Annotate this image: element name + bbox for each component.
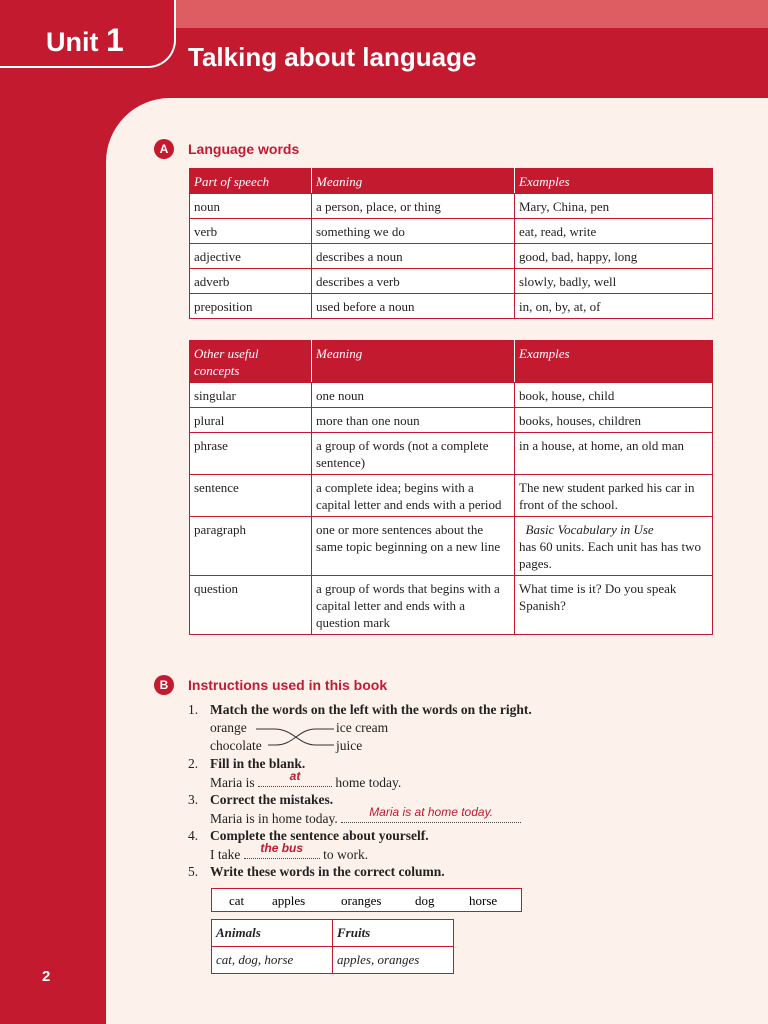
word: apples <box>272 893 306 908</box>
word: horse <box>469 893 498 908</box>
table-cell: sentence <box>190 475 312 517</box>
table-row <box>190 517 713 576</box>
page-title: Talking about language <box>188 42 477 72</box>
table-cell: eat, read, write <box>515 219 713 244</box>
instruction-item: 1. Match the words on the left with the words on the right. <box>188 702 532 717</box>
table-cell: good, bad, happy, long <box>515 244 713 269</box>
header-cell: Meaning <box>312 169 515 194</box>
table-cell: preposition <box>190 294 312 319</box>
table-header-row <box>212 920 454 947</box>
table-cell: adverb <box>190 269 312 294</box>
complete-answer: the bus <box>260 841 304 855</box>
section-b-badge: B <box>154 675 174 695</box>
table-cell: paragraph <box>190 517 312 576</box>
table-cell: more than one noun <box>312 408 515 433</box>
match-left-word: chocolate <box>210 738 262 753</box>
table-cell: singular <box>190 383 312 408</box>
table-row <box>190 383 713 408</box>
table-row <box>190 194 713 219</box>
fill-blank-sentence: Maria is at home today. <box>210 769 402 790</box>
table-cell: book, house, child <box>515 383 713 408</box>
table-cell: in, on, by, at, of <box>515 294 713 319</box>
word: oranges <box>341 893 382 908</box>
book-title: Basic Vocabulary in Use <box>525 522 654 537</box>
table-row <box>190 576 713 635</box>
table-header-row <box>190 341 713 383</box>
section-a-heading: Language words <box>188 141 300 157</box>
header-cell: Examples <box>515 169 713 194</box>
table-cell: phrase <box>190 433 312 475</box>
paragraph-example: has 60 units. Each unit has has two pages. <box>519 539 701 571</box>
concepts-table <box>189 340 713 635</box>
header-cell: Examples <box>515 341 713 383</box>
header-cell: Other useful concepts <box>190 341 312 383</box>
table-cell: plural <box>190 408 312 433</box>
table-cell: one noun <box>312 383 515 408</box>
word: dog <box>415 893 435 908</box>
word-box <box>211 888 522 912</box>
columns-table <box>211 919 454 974</box>
correct-sentence: Maria is in home today. Maria is at home today. <box>210 810 521 827</box>
header-cell: Meaning <box>312 341 515 383</box>
instruction-item: 5. Write these words in the correct column. <box>188 864 445 879</box>
instruction-item: 2. Fill in the blank. <box>188 756 306 771</box>
table-row <box>190 219 713 244</box>
match-lines <box>254 724 336 750</box>
table-cell: a group of words (not a complete sentence) <box>312 433 515 475</box>
table-cell: books, houses, children <box>515 408 713 433</box>
table-row <box>212 947 454 974</box>
table-cell: a group of words that begins with a capital letter and ends with a question mark <box>312 576 515 635</box>
table-cell: describes a noun <box>312 244 515 269</box>
table-header-row <box>190 169 713 194</box>
table-cell: a person, place, or thing <box>312 194 515 219</box>
unit-label: Unit 1 <box>46 22 124 58</box>
table-cell <box>515 517 713 576</box>
table-cell: in a house, at home, an old man <box>515 433 713 475</box>
table-cell: The new student parked his car in front of the school. <box>515 475 713 517</box>
header-cell: Animals <box>212 920 333 947</box>
table-cell: Mary, China, pen <box>515 194 713 219</box>
table-cell: cat, dog, horse <box>212 947 333 974</box>
header-cell: Part of speech <box>190 169 312 194</box>
table-cell: question <box>190 576 312 635</box>
table-cell: one or more sentences about the same topic beginning on a new line <box>312 517 515 576</box>
table-cell: apples, oranges <box>333 947 454 974</box>
table-cell: something we do <box>312 219 515 244</box>
table-row <box>190 408 713 433</box>
table-cell: adjective <box>190 244 312 269</box>
table-row <box>190 244 713 269</box>
table-row <box>190 433 713 475</box>
match-left-word: orange <box>210 720 247 735</box>
table-row <box>190 269 713 294</box>
section-b-heading: Instructions used in this book <box>188 677 388 693</box>
table-cell: a complete idea; begins with a capital letter and ends with a period <box>312 475 515 517</box>
correct-answer: Maria is at home today. <box>369 805 494 819</box>
table-row <box>190 294 713 319</box>
match-right-word: juice <box>336 738 363 753</box>
instruction-item: 4. Complete the sentence about yourself. <box>188 828 429 843</box>
table-cell: verb <box>190 219 312 244</box>
table-cell: What time is it? Do you speak Spanish? <box>515 576 713 635</box>
section-a-badge: A <box>154 139 174 159</box>
word: cat <box>229 893 245 908</box>
match-right-word: ice cream <box>336 720 389 735</box>
table-row <box>190 475 713 517</box>
table-cell: noun <box>190 194 312 219</box>
table-cell: used before a noun <box>312 294 515 319</box>
parts-of-speech-table <box>189 168 713 319</box>
header-cell: Fruits <box>333 920 454 947</box>
fill-answer: at <box>289 769 301 783</box>
complete-sentence: I take the bus to work. <box>210 841 369 862</box>
page-number: 2 <box>42 968 51 985</box>
table-cell: describes a verb <box>312 269 515 294</box>
table-cell: slowly, badly, well <box>515 269 713 294</box>
header-strip <box>175 0 768 28</box>
instruction-item: 3. Correct the mistakes. <box>188 792 334 807</box>
